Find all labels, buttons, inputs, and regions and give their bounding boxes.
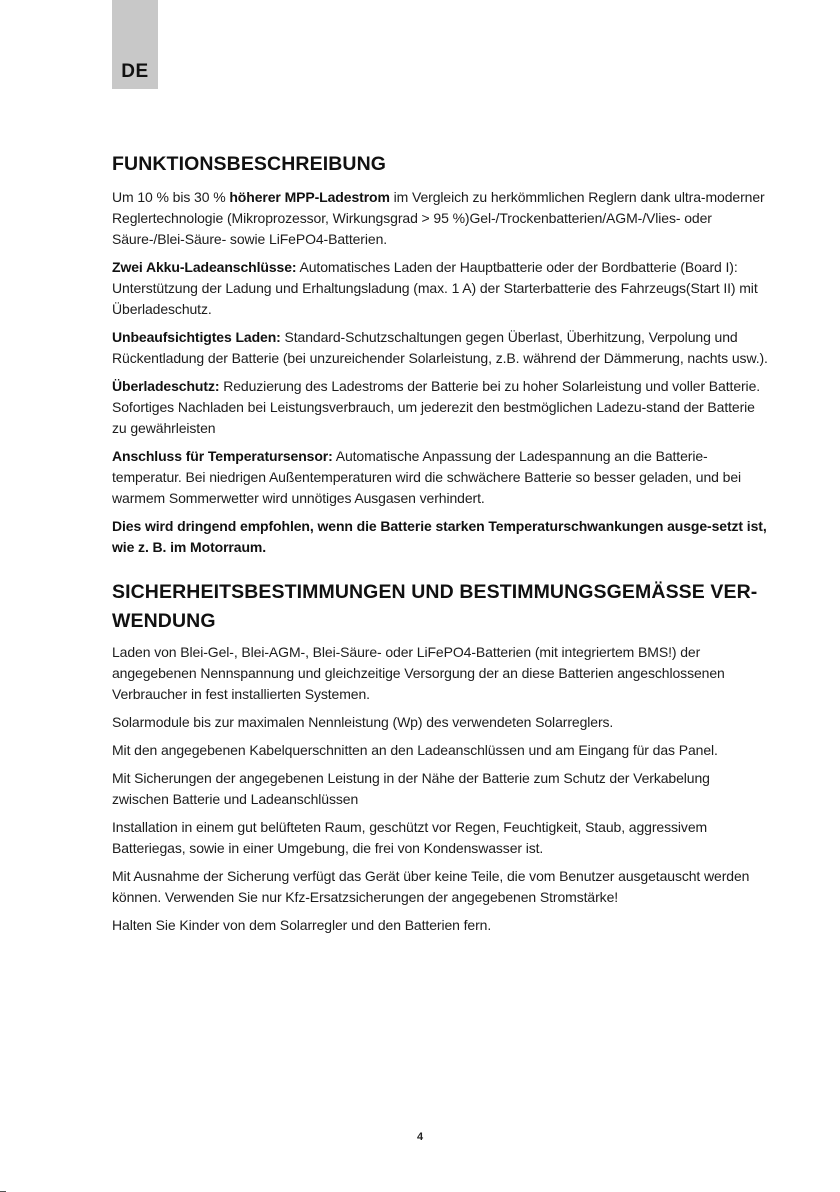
safety-paragraph: Mit den angegebenen Kabelquerschnitten an den Ladeanschlüssen und am Eingang für das Panel.	[112, 742, 718, 758]
safety-paragraph: Mit Sicherungen der angegebenen Leistung in der Nähe der Batterie zum Schutz der Verkabelung zwischen Batterie und Ladeanschlüssen	[112, 770, 710, 807]
paragraph-overcharge: Überladeschutz: Reduzierung des Ladestroms der Batterie bei zu hoher Solarleistung und voller Batterie. Sofortiges Nachladen bei Leistungsverbrauch, um jederezit den bestmöglichen Ladezu-stand der Batterie zu gewährleisten	[112, 378, 761, 436]
paragraph-charge-ports-bold: Zwei Akku-Ladeanschlüsse:	[112, 259, 297, 275]
safety-paragraph: Solarmodule bis zur maximalen Nennleistung (Wp) des verwendeten Solarreglers.	[112, 714, 614, 730]
paragraph-temp-sensor-bold: Anschluss für Temperatursensor:	[112, 448, 333, 464]
paragraph-temp-sensor: Anschluss für Temperatursensor: Automatische Anpassung der Ladespannung an die Batterie-temperatur. Bei niedrigen Außentemperaturen wird die schwächere Batterie so besser geladen, und bei warmem Sommerwetter wird unnötiges Ausgasen verhindert.	[112, 448, 742, 506]
language-tab	[112, 0, 158, 89]
safety-paragraph: Halten Sie Kinder von dem Solarregler und den Batterien fern.	[112, 917, 492, 933]
page-number: 4	[416, 1131, 424, 1143]
safety-paragraph: Mit Ausnahme der Sicherung verfügt das Gerät über keine Teile, die vom Benutzer ausgetauscht werden können. Verwenden Sie nur Kfz-Ersatzsicherungen der angegebenen Stromstärke!	[112, 868, 750, 905]
paragraph-overcharge-bold: Überladeschutz:	[112, 378, 220, 394]
paragraph-recommendation-bold: Dies wird dringend empfohlen, wenn die Batterie starken Temperaturschwankungen ausge-setzt ist, wie z. B. im Motorraum.	[112, 518, 767, 555]
paragraph-recommendation	[112, 516, 768, 558]
paragraph-unattended: Unbeaufsichtigtes Laden: Standard-Schutzschaltungen gegen Überlast, Überhitzung, Verpolung und Rückentladung der Batterie (bei unzureichender Solarleistung, z.B. während der Dämmerung, nachts usw.).	[112, 329, 768, 366]
safety-paragraph: Installation in einem gut belüfteten Raum, geschützt vor Regen, Feuchtigkeit, Staub, aggressivem Batteriegas, sowie in einer Umgebung, die frei von Kondenswasser ist.	[112, 819, 708, 856]
page-content	[112, 150, 768, 943]
paragraph-unattended-bold: Unbeaufsichtigtes Laden:	[112, 329, 281, 345]
paragraph-mpp-bold: höherer MPP-Ladestrom	[229, 189, 390, 205]
safety-paragraph: Laden von Blei-Gel-, Blei-AGM-, Blei-Säure- oder LiFePO4-Batterien (mit integriertem BMS!) der angegebenen Nennspannung und gleichzeitige Versorgung der an diese Batterien angeschlossenen Verbraucher in fest installierten Systemen.	[112, 644, 725, 702]
section-title-functions: FUNKTIONSBESCHREIBUNG	[112, 153, 387, 175]
language-label: DE	[121, 61, 149, 82]
section-title-safety: SICHERHEITSBESTIMMUNGEN UND BESTIMMUNGSGEMÄSSE VER-WENDUNG	[112, 581, 758, 632]
paragraph-mpp: Um 10 % bis 30 % höherer MPP-Ladestrom im Vergleich zu herkömmlichen Reglern dank ultra-moderner Reglertechnologie (Mikroprozessor, Wirkungsgrad > 95 %)Gel-/Trockenbatterien/AGM-/Vlies- oder Säure-/Blei-Säure- sowie LiFePO4-Batterien.	[112, 189, 765, 247]
paragraph-charge-ports: Zwei Akku-Ladeanschlüsse: Automatisches Laden der Hauptbatterie oder der Bordbatterie (Board I): Unterstützung der Ladung und Erhaltungsladung (max. 1 A) der Starterbatterie des Fahrzeugs(Start II) mit Überladeschutz.	[112, 259, 758, 317]
